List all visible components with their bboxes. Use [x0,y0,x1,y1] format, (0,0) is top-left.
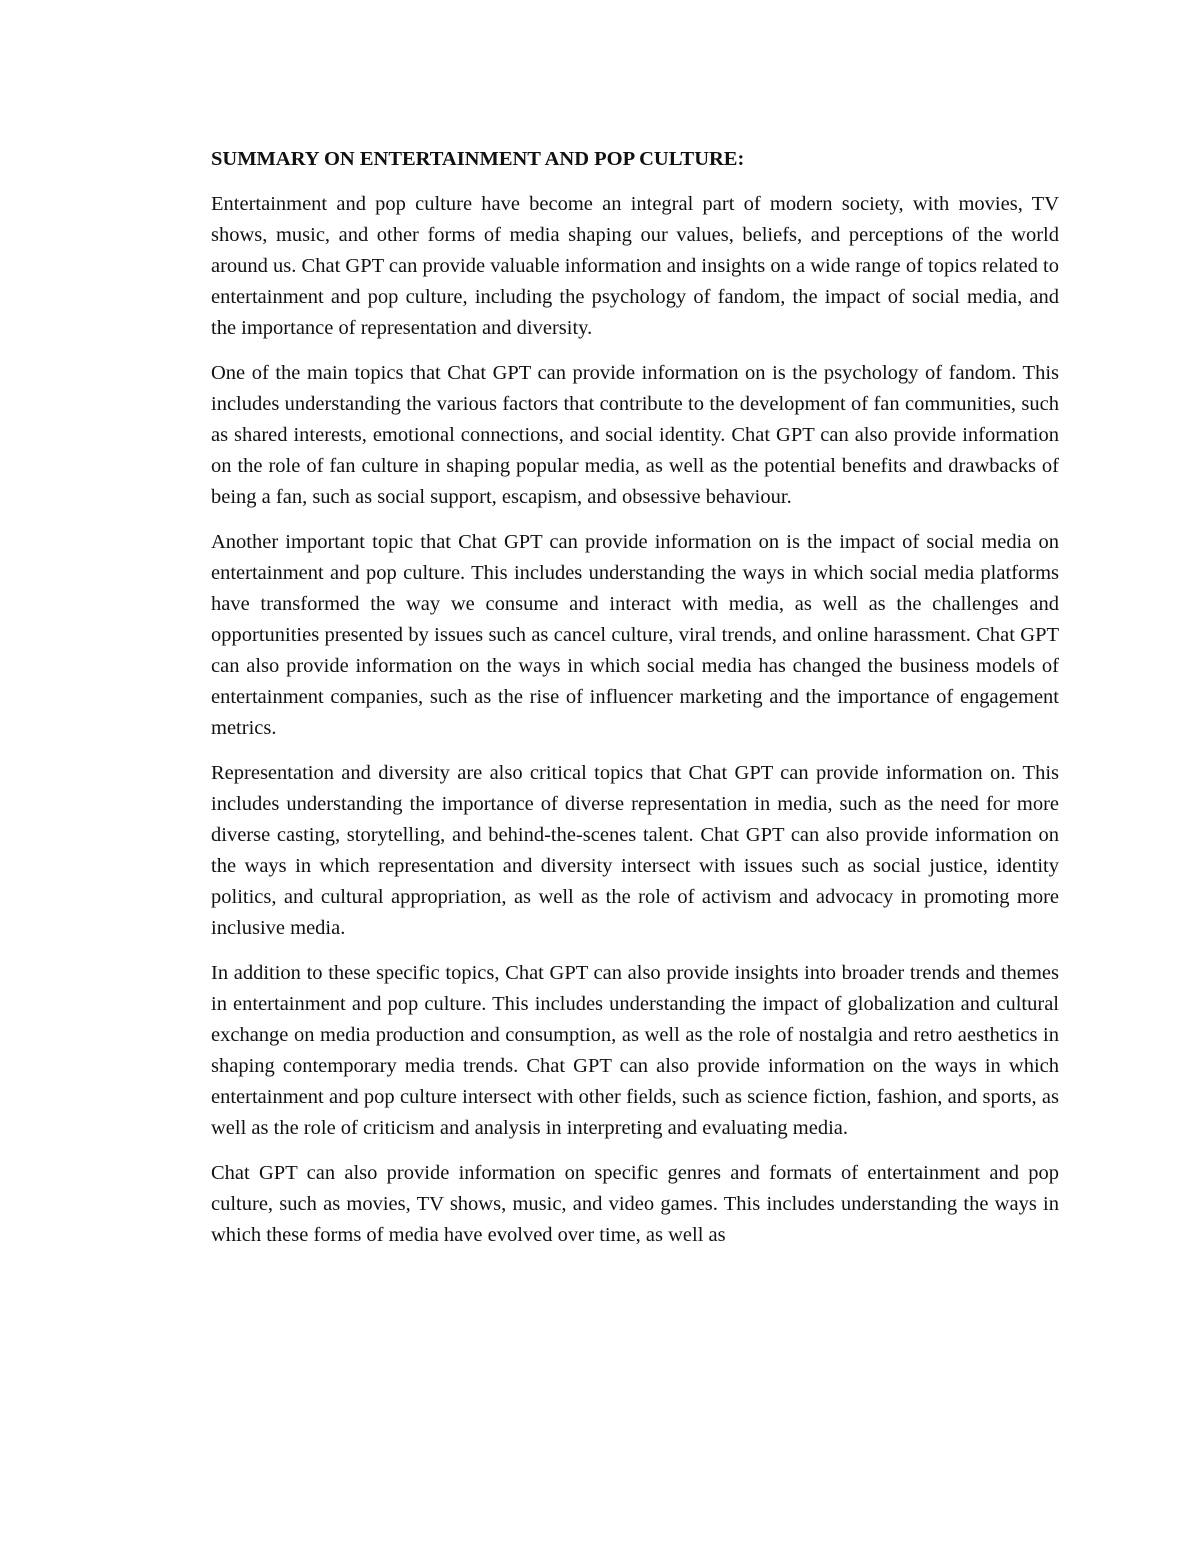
paragraph-fandom: One of the main topics that Chat GPT can provide information on is the psychology of fandom. This includes understanding the various factors that contribute to the development of fan communities, such as shared interests, emotional connections, and social identity. Chat GPT can also provide information on the role of fan culture in shaping popular media, as well as the potential benefits and drawbacks of being a fan, such as social support, escapism, and obsessive behaviour. [211,362,1059,508]
paragraph-social-media: Another important topic that Chat GPT can provide information on is the impact of social media on entertainment and pop culture. This includes understanding the ways in which social media platforms have transformed the way we consume and interact with media, as well as the challenges and opportunities presented by issues such as cancel culture, viral trends, and online harassment. Chat GPT can also provide information on the ways in which social media has changed the business models of entertainment companies, such as the rise of influencer marketing and the importance of engagement metrics. [211,531,1059,739]
paragraph-broader-trends: In addition to these specific topics, Chat GPT can also provide insights into broader trends and themes in entertainment and pop culture. This includes understanding the impact of globalization and cultural exchange on media production and consumption, as well as the role of nostalgia and retro aesthetics in shaping contemporary media trends. Chat GPT can also provide information on the ways in which entertainment and pop culture intersect with other fields, such as science fiction, fashion, and sports, as well as the role of criticism and analysis in interpreting and evaluating media. [211,962,1059,1139]
document-title: SUMMARY ON ENTERTAINMENT AND POP CULTURE: [211,148,745,170]
paragraph-representation: Representation and diversity are also critical topics that Chat GPT can provide information on. This includes understanding the importance of diverse representation in media, such as the need for more diverse casting, storytelling, and behind-the-scenes talent. Chat GPT can also provide information on the ways in which representation and diversity intersect with issues such as social justice, identity politics, and cultural appropriation, as well as the role of activism and advocacy in promoting more inclusive media. [211,762,1059,939]
paragraph-genres: Chat GPT can also provide information on specific genres and formats of entertainment and pop culture, such as movies, TV shows, music, and video games. This includes understanding the ways in which these forms of media have evolved over time, as well as [211,1162,1059,1246]
paragraph-intro: Entertainment and pop culture have become an integral part of modern society, with movies, TV shows, music, and other forms of media shaping our values, beliefs, and perceptions of the world around us. Chat GPT can provide valuable information and insights on a wide range of topics related to entertainment and pop culture, including the psychology of fandom, the impact of social media, and the importance of representation and diversity. [211,193,1059,339]
document-body [211,144,1059,1265]
